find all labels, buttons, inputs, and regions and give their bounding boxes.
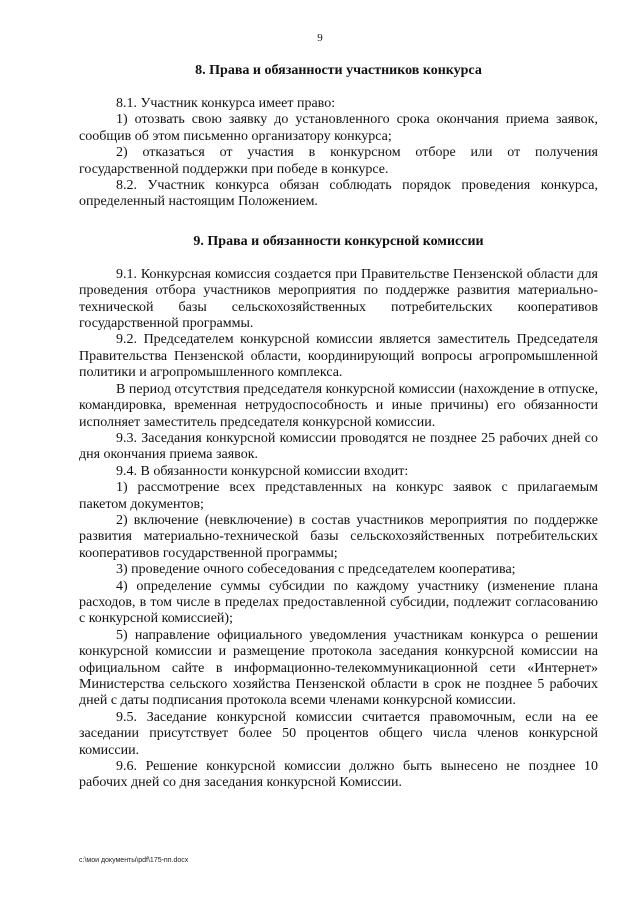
- section-8-paragraph: 2) отказаться от участия в конкурсном отборе или от получения государственной поддержки при победе в конкурсе.: [79, 145, 598, 177]
- section-9-paragraph: 9.5. Заседание конкурсной комиссии считается правомочным, если на ее заседании присутствует более 50 процентов общего числа членов конкурсной комиссии.: [79, 709, 598, 758]
- section-9-paragraph: 4) определение суммы субсидии по каждому участнику (изменение плана расходов, в том числе в пределах предоставленной субсидии, подлежит согласованию с конкурсной комиссией);: [79, 578, 598, 627]
- section-9-paragraph: 2) включение (невключение) в состав участников мероприятия по поддержке развития материально-технической базы сельскохозяйственных потребительских кооперативов государственной программы;: [79, 512, 598, 561]
- section-8-paragraph: 1) отозвать свою заявку до установленного срока окончания приема заявок, сообщив об этом письменно организатору конкурса;: [79, 112, 598, 144]
- section-8-paragraph: 8.1. Участник конкурса имеет право:: [116, 96, 336, 111]
- document-body: [79, 62, 598, 792]
- section-9-paragraph: 9.4. В обязанности конкурсной комиссии входит:: [116, 463, 409, 479]
- section-9-title: 9. Права и обязанности конкурсной комиссии: [193, 233, 484, 249]
- section-8-title: 8. Права и обязанности участников конкурса: [195, 63, 482, 78]
- section-9-paragraph: В период отсутствия председателя конкурсной комиссии (нахождение в отпуске, командировка, временная нетрудоспособность и иные причины) его обязанности исполняет заместитель председателя конкурсной комиссии.: [79, 381, 598, 430]
- page-number: 9: [317, 32, 323, 44]
- section-9-paragraph: 9.2. Председателем конкурсной комиссии является заместитель Председателя Правительства Пензенской области, координирующий вопросы агропромышленной политики и агропромышленного комплекса.: [79, 332, 598, 381]
- file-path-footer: c:\мои документы\pdf\175-пп.docx: [79, 857, 189, 864]
- section-9-paragraph: 9.3. Заседания конкурсной комиссии проводятся не позднее 25 рабочих дней со дня окончания приема заявок.: [79, 430, 598, 463]
- section-9-paragraph: 5) направление официального уведомления участникам конкурса о решении конкурсной комиссии и размещение протокола заседания конкурсной комиссии на официальном сайте в информационно-телекоммуникационной сети «Интернет» Министерства сельского хозяйства Пензенской области в срок не позднее 5 рабочих дней с даты подписания протокола всеми членами конкурсной комиссии.: [79, 627, 598, 709]
- section-8-paragraph: 8.2. Участник конкурса обязан соблюдать порядок проведения конкурса, определенный настоящим Положением.: [79, 178, 598, 210]
- section-9-paragraph: 1) рассмотрение всех представленных на конкурс заявок с прилагаемым пакетом документов;: [79, 480, 598, 512]
- section-9-paragraph: 3) проведение очного собеседования с председателем кооператива;: [116, 562, 516, 578]
- section-9-paragraph: 9.6. Решение конкурсной комиссии должно быть вынесено не позднее 10 рабочих дней со дня заседания конкурсной Комиссии.: [79, 759, 598, 791]
- section-9-paragraph: 9.1. Конкурсная комиссия создается при Правительстве Пензенской области для проведения отбора участников мероприятия по поддержке развития материально-технической базы сельскохозяйственных потребительских кооперативов государственной программы.: [79, 266, 598, 332]
